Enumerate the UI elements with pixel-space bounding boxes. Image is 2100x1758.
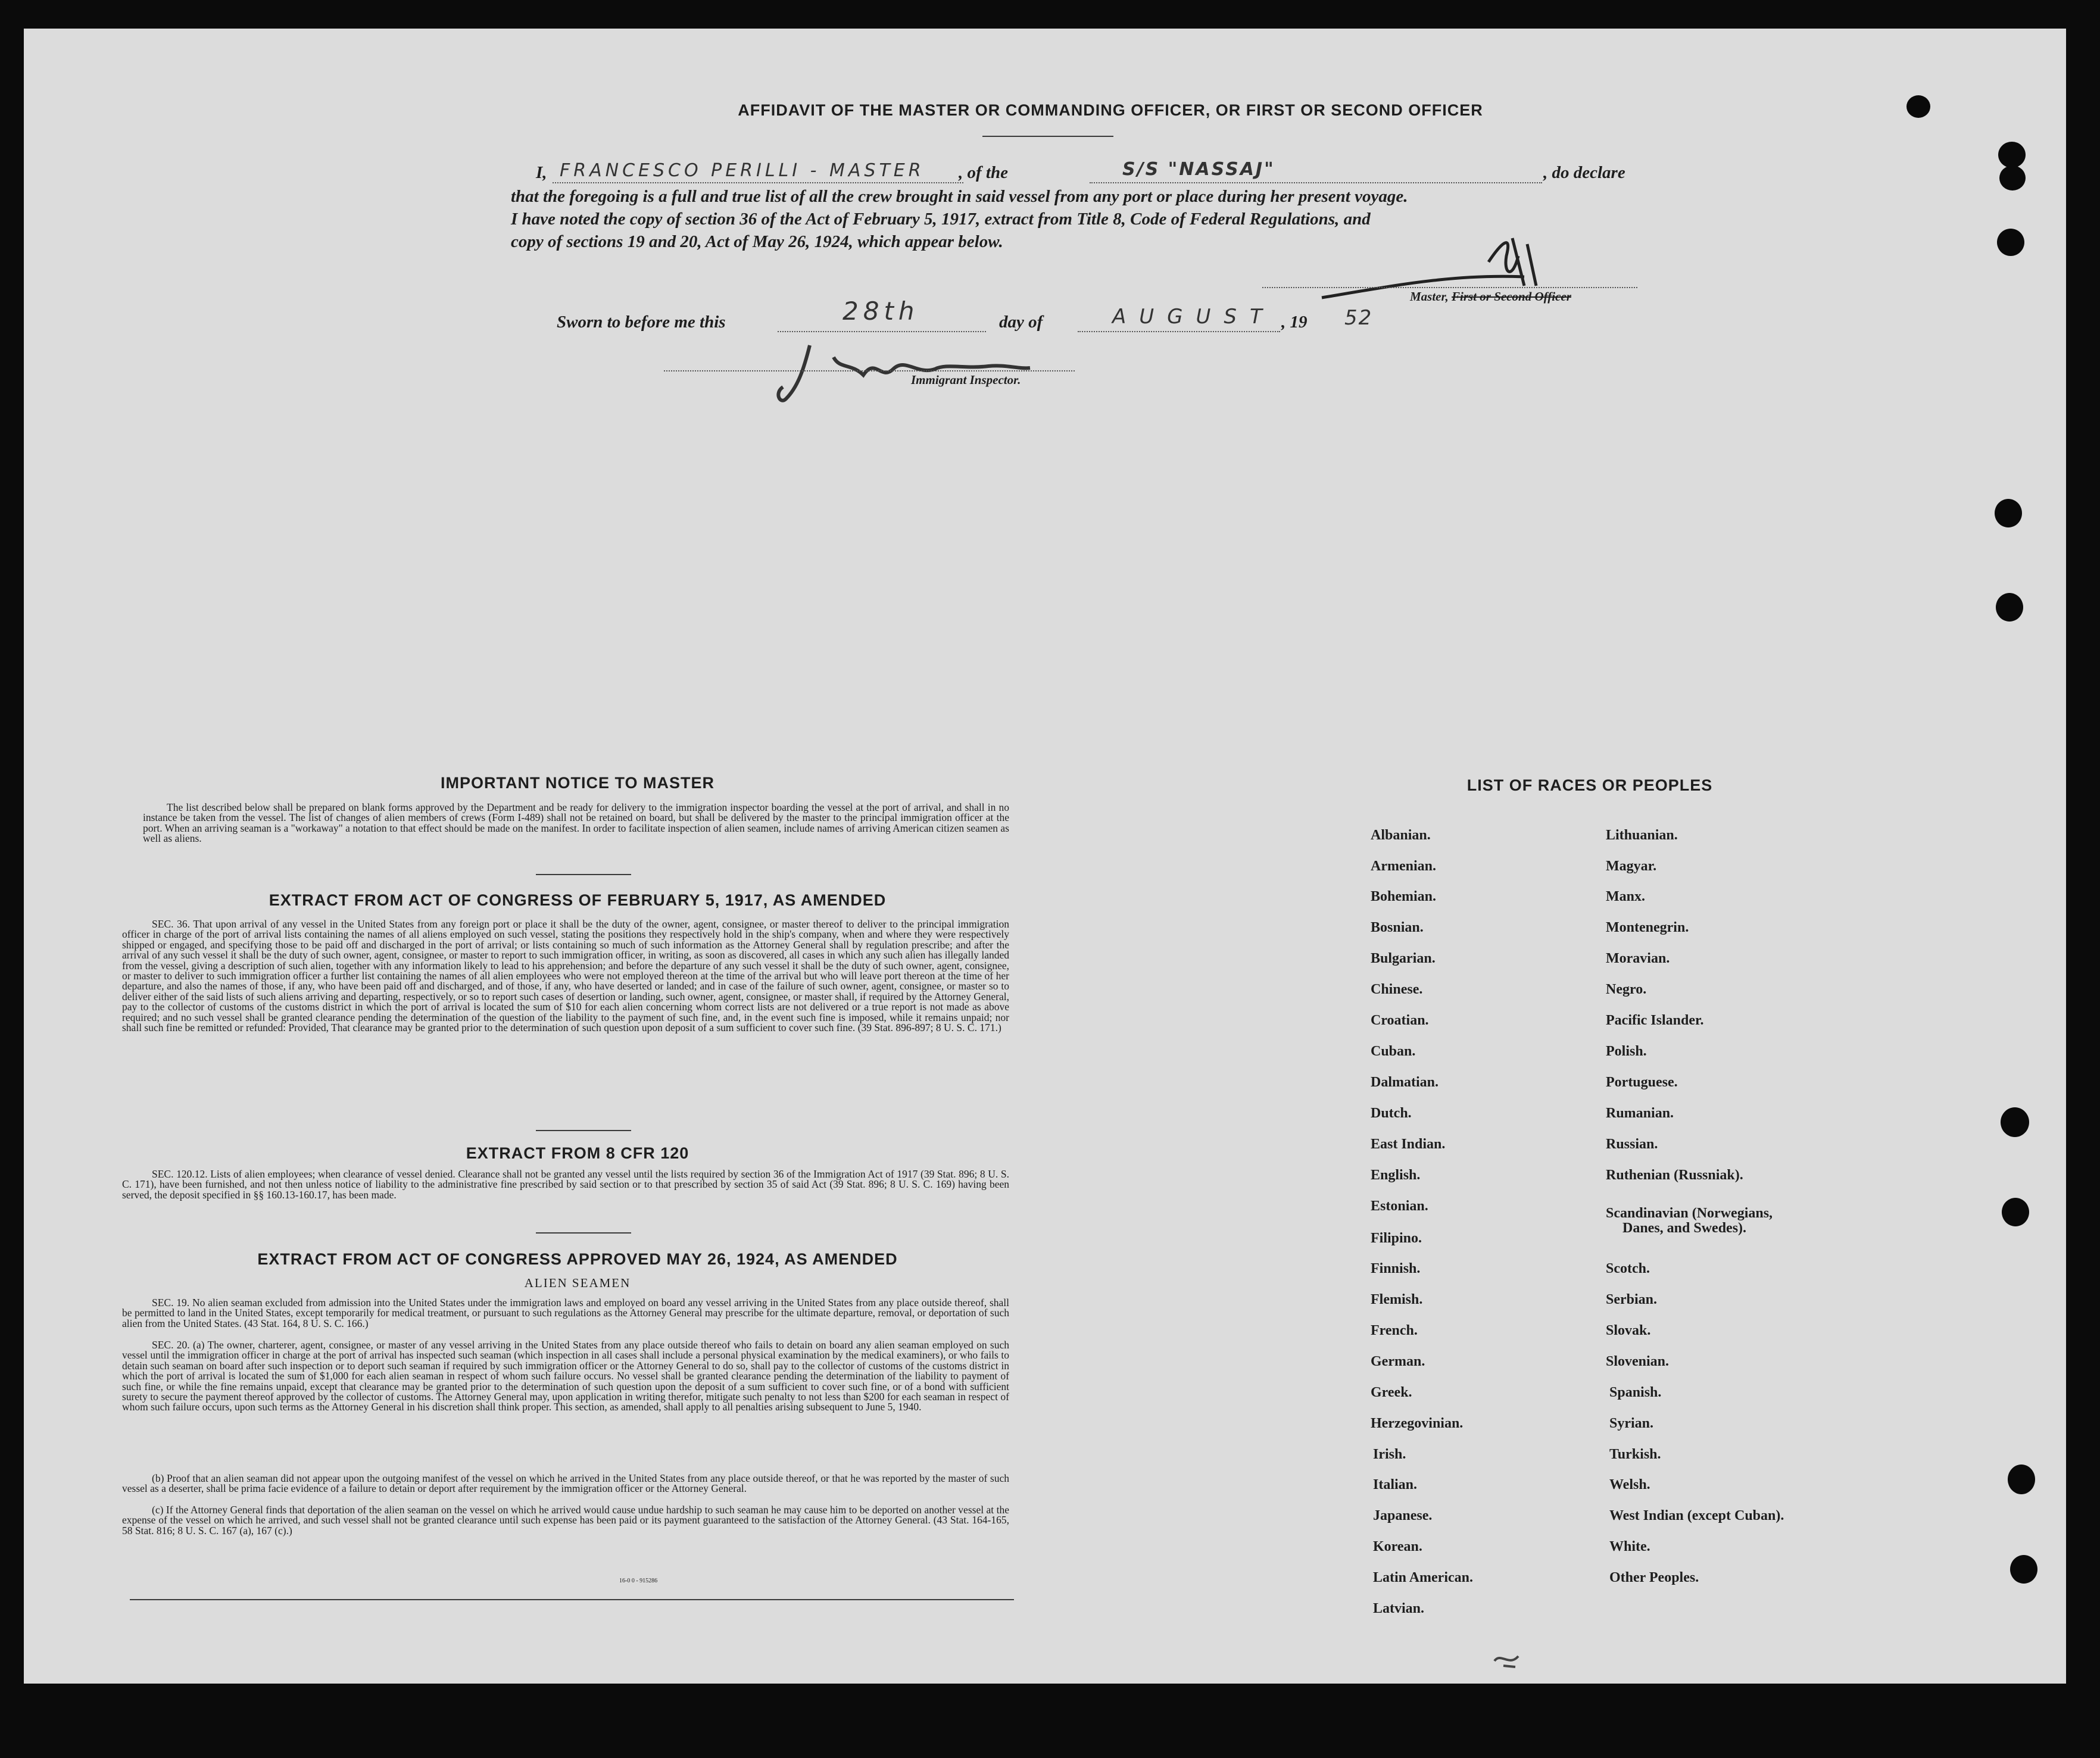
- race-item: Dutch.: [1371, 1106, 1412, 1121]
- affidavit-of-the: , of the: [959, 163, 1008, 182]
- month-fill-line: [1078, 331, 1280, 332]
- binder-hole: [2010, 1555, 2037, 1584]
- race-item: Montenegrin.: [1606, 920, 1689, 935]
- race-item: Scotch.: [1606, 1261, 1650, 1276]
- race-item: Turkish.: [1609, 1447, 1661, 1462]
- print-code: 16-0 0 - 915286: [619, 1578, 658, 1584]
- day-of-label: day of: [999, 313, 1043, 332]
- race-item: Danes, and Swedes).: [1622, 1220, 1747, 1236]
- race-item: East Indian.: [1371, 1136, 1446, 1152]
- footer-rule: [130, 1599, 1014, 1600]
- race-item: Bulgarian.: [1371, 951, 1436, 966]
- race-item: Slovak.: [1606, 1323, 1651, 1338]
- day-fill-line: [778, 331, 986, 332]
- race-item: Bosnian.: [1371, 920, 1424, 935]
- binder-hole: [1996, 593, 2023, 622]
- race-item: Latin American.: [1373, 1570, 1473, 1585]
- race-item: Croatian.: [1371, 1013, 1429, 1028]
- race-item: Finnish.: [1371, 1261, 1421, 1276]
- race-item: Armenian.: [1371, 858, 1436, 874]
- race-item: Greek.: [1371, 1385, 1412, 1400]
- race-item: Japanese.: [1373, 1508, 1433, 1523]
- race-item: Syrian.: [1609, 1416, 1654, 1431]
- race-item: Russian.: [1606, 1136, 1658, 1152]
- race-item: Herzegovinian.: [1371, 1416, 1464, 1431]
- document-page: [24, 29, 2066, 1684]
- race-item: Magyar.: [1606, 858, 1657, 874]
- extract-1924-sec20c: (c) If the Attorney General finds that deportation of the alien seaman on the vessel on which he arrived would cause undue hardship to such seaman he may cause him to be deported on another vessel at the expense of the vessel on which he arrived, and such vessel shall not be granted clearance until such expense has been paid or its payment guaranteed to the satisfaction of the Attorney General. (43 Stat. 164-165, 58 Stat. 816; 8 U. S. C. 167 (a), 167 (c).): [122, 1504, 1009, 1537]
- race-item: Pacific Islander.: [1606, 1013, 1704, 1028]
- vessel-fill-line: [1090, 182, 1542, 183]
- binder-hole: [2001, 1107, 2029, 1137]
- race-item: Bohemian.: [1371, 889, 1437, 904]
- extract-1917-title: EXTRACT FROM ACT OF CONGRESS OF FEBRUARY 5, 1917, AS AMENDED: [269, 891, 887, 909]
- race-item: West Indian (except Cuban).: [1609, 1508, 1784, 1523]
- race-item: Dalmatian.: [1371, 1075, 1439, 1090]
- notice-title: IMPORTANT NOTICE TO MASTER: [441, 774, 714, 792]
- name-fill-line: [553, 182, 963, 183]
- sworn-label: Sworn to before me this: [557, 313, 726, 332]
- race-item: Welsh.: [1609, 1477, 1650, 1492]
- inspector-label: Immigrant Inspector.: [911, 373, 1021, 387]
- sworn-month-handwritten: AUGUST: [1112, 305, 1275, 329]
- divider: [536, 1130, 631, 1131]
- race-item: Rumanian.: [1606, 1106, 1674, 1121]
- race-item: German.: [1371, 1354, 1425, 1369]
- binder-hole: [1995, 499, 2022, 527]
- inspector-signature-line: [664, 370, 1075, 371]
- race-item: English.: [1371, 1167, 1421, 1183]
- race-item: Moravian.: [1606, 951, 1670, 966]
- race-item: Serbian.: [1606, 1292, 1658, 1307]
- race-item: White.: [1609, 1539, 1650, 1554]
- races-title: LIST OF RACES OR PEOPLES: [1466, 776, 1713, 794]
- race-item: Filipino.: [1371, 1231, 1422, 1246]
- race-item: Estonian.: [1371, 1198, 1428, 1214]
- inspector-signature: [768, 333, 1042, 411]
- extract-cfr-title: EXTRACT FROM 8 CFR 120: [466, 1144, 689, 1162]
- binder-hole: [1998, 142, 2026, 168]
- race-item: Chinese.: [1371, 982, 1423, 997]
- extract-1924-sec20b: (b) Proof that an alien seaman did not appear upon the outgoing manifest of the vessel on which he arrived in the United States from any place outside thereof, or that he was reported by the master of such vessel as a deserter, shall be prima facie evidence of a failure to detain or deport after requirement by the immigration officer or the Attorney General.: [122, 1472, 1009, 1495]
- race-item: Irish.: [1373, 1447, 1406, 1462]
- master-name-handwritten: FRANCESCO PERILLI - MASTER: [560, 160, 925, 181]
- affidavit-title: AFFIDAVIT OF THE MASTER OR COMMANDING OFFICER, OR FIRST OR SECOND OFFICER: [738, 101, 1483, 119]
- year-prefix: , 19: [1281, 313, 1308, 332]
- ink-smudge: [1491, 1649, 1527, 1673]
- master-signature-line: [1262, 287, 1637, 288]
- affidavit-i: I,: [536, 163, 547, 182]
- race-item: Italian.: [1373, 1477, 1418, 1492]
- alien-seamen-subtitle: ALIEN SEAMEN: [524, 1276, 631, 1290]
- affidavit-line-2: that the foregoing is a full and true list of all the crew brought in said vessel from any port or place during her present voyage.: [511, 187, 1408, 206]
- label-master: Master,: [1410, 289, 1449, 304]
- affidavit-line-3: I have noted the copy of section 36 of the Act of February 5, 1917, extract from Title 8, Code of Federal Regulations, and: [511, 210, 1371, 229]
- binder-hole: [1906, 95, 1930, 118]
- signature-caption: [1410, 289, 1571, 304]
- race-item: Polish.: [1606, 1044, 1647, 1059]
- notice-body: The list described below shall be prepared on blank forms approved by the Department and be ready for delivery to the immigration inspector boarding the vessel at the port of arrival, and shall in no instance be taken from the vessel. The list of changes of alien members of crews (Form I-489) shall not be retained on board, but shall be delivered by the master to the principal immigration officer at the port. When an arriving seaman is a "workaway" a notation to that effect should be made on the manifest. In order to facilitate inspection of alien seamen, include names of arriving American citizen seamen as well as aliens.: [143, 801, 1009, 845]
- race-item: Other Peoples.: [1609, 1570, 1699, 1585]
- race-item: Albanian.: [1371, 828, 1431, 843]
- extract-1917-body: SEC. 36. That upon arrival of any vessel in the United States from any foreign port or place it shall be the duty of the owner, agent, consignee, or master thereof to deliver to the principal immigration officer in charge of the port of arrival lists containing the names of all aliens employed on such vessel, stating the positions they respectively hold in the ship's company, when and where they were respectively shipped or engaged, and specifying those to be paid off and discharged in the port of arrival; or lists containing so much of such information as the Attorney General shall by regulation prescribe; and after the arrival of any such vessel it shall be the duty of such owner, agent, consignee, or master to report to such immigration officer, in writing, as soon as discovered, all cases in which any such alien has illegally landed from the vessel, giving a description of such alien, together with any information likely to lead to his apprehension; and before the departure of any such vessel it shall be the duty of such owner, agent, consignee, or master to deliver to such immigration officer a further list containing the names of all alien employees who were not employed thereon at the time of the arrival but who will leave port thereon at the time of her departure, and also the names of those, if any, who have been paid off and discharged, and of those, if any, who have deserted or landed; and in case of the failure of such owner, agent, consignee, or master so to deliver either of the said lists of such aliens arriving and departing, respectively, or so to report such cases of desertion or landing, such owner, agent, consignee, or master shall, if required by the Attorney General, pay to the collector of customs of the customs district in which the port of arrival is located the sum of $10 for each alien concerning whom correct lists are not delivered or a true report is not made as above required; and no such vessel shall be granted clearance pending the determination of the question of the liability to the payment of such fine, and, in the event such fine is imposed, while it remains unpaid; nor shall such fine be remitted or refunded: Provided, That clearance may be granted prior to the determination of such question upon deposit of a sum sufficient to cover such fine. (39 Stat. 896-897; 8 U. S. C. 171.): [122, 918, 1009, 1034]
- race-item: French.: [1371, 1323, 1418, 1338]
- divider: [536, 874, 631, 875]
- extract-1924-title: EXTRACT FROM ACT OF CONGRESS APPROVED MAY 26, 1924, AS AMENDED: [257, 1250, 898, 1268]
- extract-1924-sec20a: SEC. 20. (a) The owner, charterer, agent, consignee, or master of any vessel arriving in the United States from any place outside thereof who fails to detain on board any alien seaman employed on such vessel until the immigration officer in charge at the port of arrival has inspected such seaman (which inspection in all cases shall include a personal physical examination by the medical examiners), or who fails to detain such seaman on board after such inspection or to deport such seaman if required by such immigration officer or the Attorney General to do so, shall pay to the collector of customs of the customs district in which the port of arrival is located the sum of $1,000 for each alien seaman in respect of whom such failure occurs. No vessel shall be granted clearance pending the determination of the liability to payment of such fine, or while the fine remains unpaid, except that clearance may be granted prior to the determination of such question upon the deposit of a sum sufficient to cover such fine, or of a bond with sufficient surety to secure the payment thereof approved by the collector of customs. The Attorney General may, upon application in writing therefor, mitigate such penalty to not less than $200 for each seaman in respect of whom such failure occurs, upon such terms as the Attorney General in his discretion shall think proper. This section, as amended, shall apply to all penalties arising subsequent to June 5, 1940.: [122, 1339, 1009, 1413]
- label-officer-struck: First or Second Officer: [1452, 289, 1571, 304]
- affidavit-line-4: copy of sections 19 and 20, Act of May 26, 1924, which appear below.: [511, 232, 1003, 251]
- binder-hole: [1999, 166, 2026, 191]
- race-item: Spanish.: [1609, 1385, 1662, 1400]
- title-rule: [982, 136, 1113, 137]
- extract-cfr-body: SEC. 120.12. Lists of alien employees; when clearance of vessel denied. Clearance shall not be granted any vessel until the lists required by section 36 of the Immigration Act of 1917 (39 Stat. 896; 8 U. S. C. 171), have been furnished, and not then unless notice of liability to the administrative fine prescribed by said section or to that prescribed by section 35 of said Act (39 Stat. 896; 8 U. S. C. 169) having been served, the deposit specified in §§ 160.13-160.17, has been made.: [122, 1168, 1009, 1201]
- binder-hole: [2008, 1465, 2035, 1494]
- vessel-name-handwritten: S/S "NASSAJ": [1122, 159, 1275, 180]
- race-item: Slovenian.: [1606, 1354, 1670, 1369]
- binder-hole: [1997, 229, 2024, 256]
- race-item: Flemish.: [1371, 1292, 1423, 1307]
- binder-hole: [2002, 1198, 2029, 1226]
- race-item: Lithuanian.: [1606, 828, 1678, 843]
- race-item: Latvian.: [1373, 1601, 1425, 1616]
- race-item: Scandinavian (Norwegians,: [1606, 1206, 1773, 1221]
- race-item: Ruthenian (Russniak).: [1606, 1167, 1743, 1183]
- race-item: Portuguese.: [1606, 1075, 1678, 1090]
- year-handwritten: 52: [1344, 306, 1373, 330]
- race-item: Cuban.: [1371, 1044, 1416, 1059]
- sworn-day-handwritten: 28th: [843, 296, 919, 326]
- race-item: Negro.: [1606, 982, 1647, 997]
- race-item: Korean.: [1373, 1539, 1422, 1554]
- race-item: Manx.: [1606, 889, 1645, 904]
- extract-1924-sec19: SEC. 19. No alien seaman excluded from admission into the United States under the immigration laws and employed on board any vessel arriving in the United States from any place outside thereof, shall be permitted to land in the United States, except temporarily for medical treatment, or pursuant to such regulations as the Attorney General may prescribe for the ultimate departure, removal, or deportation of such alien from the United States. (43 Stat. 164, 8 U. S. C. 166.): [122, 1297, 1009, 1329]
- affidavit-do-declare: , do declare: [1543, 163, 1625, 182]
- divider: [536, 1232, 631, 1234]
